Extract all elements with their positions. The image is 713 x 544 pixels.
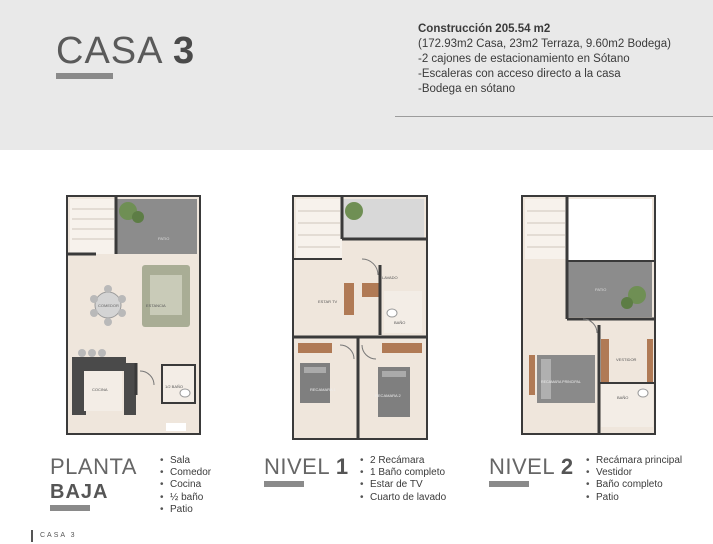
plan-label-bar [50,505,90,511]
room-label-cocina: COCINA [92,387,108,392]
list-item: • ½ baño [160,492,211,504]
list-item: • Patio [586,492,682,504]
floor-plan-ground-drawing [66,195,201,435]
title-word: CASA [56,30,162,72]
room-label-bano: BAÑO [617,395,629,400]
title-accent-bar [56,73,113,79]
plan-label-word: NIVEL [264,454,330,479]
list-item: • Baño completo [586,479,682,491]
list-item: • Comedor [160,467,211,479]
title-number: 3 [172,30,196,72]
floor-plan-ground [66,195,201,435]
page-title [56,30,195,73]
room-label-recamara1: RECAMARA 1 [310,387,336,392]
room-label-patio: PATIO [158,236,170,241]
list-item: • Patio [160,504,211,516]
room-label-patio: PATIO [595,287,607,292]
list-item: • Estar de TV [360,479,446,491]
list-item: • Recámara principal [586,455,682,467]
spec-line: -Bodega en sótano [418,83,516,95]
spec-title: Construcción 205.54 m2 [418,23,551,35]
room-label-lavado: LAVADO [382,275,398,280]
plan-label-bar [489,481,529,487]
room-label-vestidor: VESTIDOR [616,357,637,362]
level1-feature-list [360,455,446,504]
list-item: • Vestidor [586,467,682,479]
floor-plan-level2-drawing [521,195,656,435]
plan-label-level1 [264,454,349,480]
room-label-recamara: RECAMARA PRINCIPAL [541,380,581,384]
room-label-comedor: COMEDOR [98,303,119,308]
plan-label-level2 [489,454,574,480]
header-divider [395,116,713,117]
list-item: • 1 Baño completo [360,467,446,479]
kitchen-counter [72,357,86,415]
spec-line: -2 cajones de estacionamiento en Sótano [418,53,630,65]
plant-icon [345,202,363,220]
closet [298,343,332,353]
floor-plan-level1-drawing [292,195,428,440]
footer-marker [31,530,33,542]
spec-line: (172.93m2 Casa, 23m2 Terraza, 9.60m2 Bodega) [418,38,671,50]
room-label-recamara2: RECAMARA 2 [375,393,401,398]
plan-label-number: 2 [560,454,574,479]
list-item: • 2 Recámara [360,455,446,467]
floor-plan-level2 [521,195,656,435]
plan-label-word: PLANTA [50,454,137,479]
room-label-estancia: ESTANCIA [146,303,166,308]
plan-label-ground-sub: BAJA [50,481,109,503]
room-label-estar: ESTAR TV [318,299,338,304]
construction-spec [418,22,671,97]
plan-label-ground [50,454,137,480]
plan-label-bar [264,481,304,487]
list-item: • Cocina [160,479,211,491]
footer-label: CASA 3 [40,532,77,539]
list-item: • Sala [160,455,211,467]
level2-feature-list [586,455,682,504]
ground-feature-list [160,455,211,516]
room-label-bano: 1/2 BAÑO [165,384,184,389]
plan-label-word: NIVEL [489,454,555,479]
spec-line: -Escaleras con acceso directo a la casa [418,68,621,80]
tv-unit [344,283,354,315]
floor-plan-level1 [292,195,428,440]
closet [382,343,422,353]
list-item: • Cuarto de lavado [360,492,446,504]
plan-label-number: 1 [335,454,349,479]
room-label-bano: BAÑO [394,320,406,325]
